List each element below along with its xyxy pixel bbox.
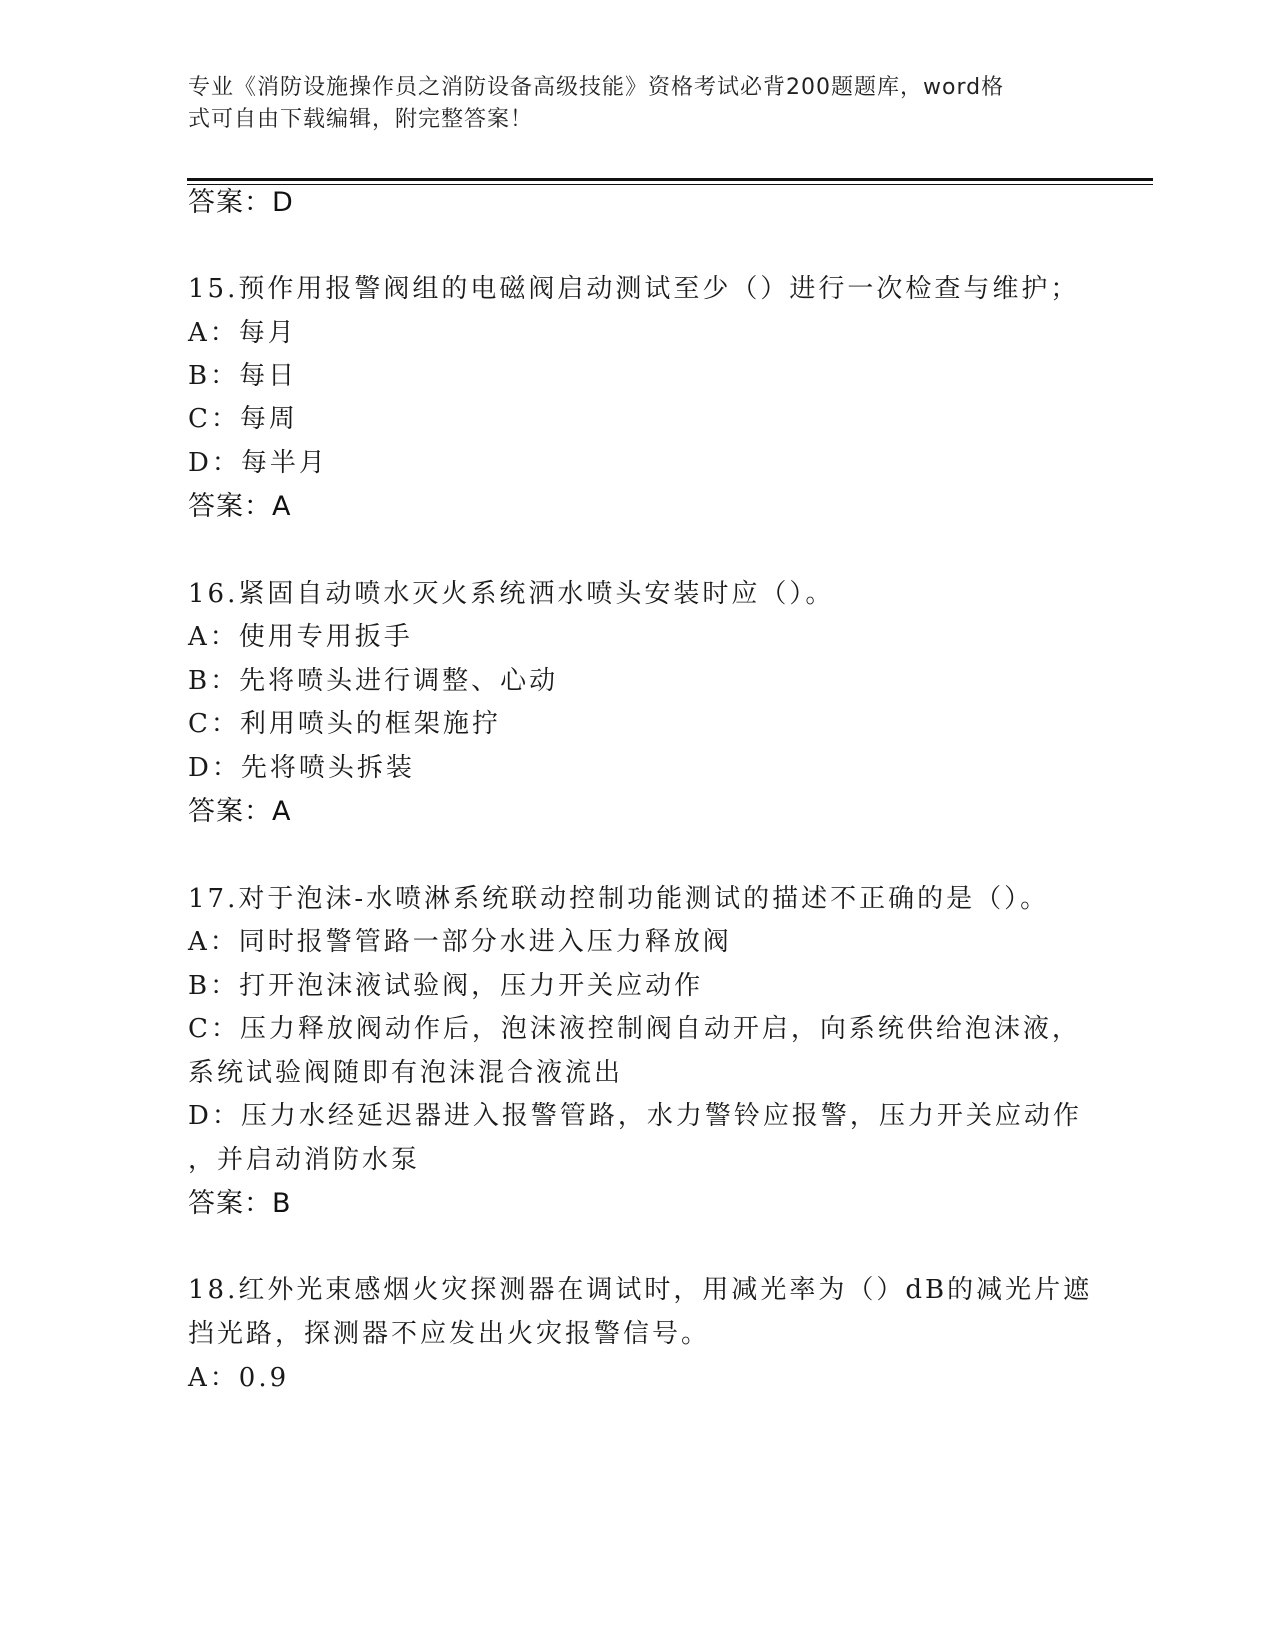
question-17-option-d: D：压力水经延迟器进入报警管路，水力警铃应报警，压力开关应动作 <box>188 1101 1082 1131</box>
question-17-text: 17.对于泡沫-水喷淋系统联动控制功能测试的描述不正确的是（）。 <box>188 884 1050 914</box>
question-15-answer: 答案：A <box>188 491 292 522</box>
header-line-1: 专业《消防设施操作员之消防设备高级技能》资格考试必背200题题库，word格 <box>188 75 1005 100</box>
question-15-option-a: A：每月 <box>188 318 297 348</box>
question-18-option-a: A：0.9 <box>188 1363 290 1393</box>
question-15-option-c: C：每周 <box>188 404 298 434</box>
question-16-answer: 答案：A <box>188 796 292 827</box>
question-16-option-c: C：利用喷头的框架施拧 <box>188 709 501 739</box>
question-16-option-b: B：先将喷头进行调整、心动 <box>188 666 559 696</box>
question-16-option-a: A：使用专用扳手 <box>188 622 413 652</box>
document-header <box>188 72 1068 136</box>
question-18-text: 18.红外光束感烟火灾探测器在调试时，用减光率为（）dB的减光片遮 <box>188 1275 1093 1305</box>
question-15-option-d: D：每半月 <box>188 448 328 478</box>
question-16-option-d: D：先将喷头拆装 <box>188 753 415 783</box>
question-17-option-a: A：同时报警管路一部分水进入压力释放阀 <box>188 927 732 957</box>
question-18-text-continued: 挡光路，探测器不应发出火灾报警信号。 <box>188 1319 711 1349</box>
question-15-option-b: B：每日 <box>188 361 298 391</box>
header-divider-thick <box>187 178 1153 181</box>
question-16-text: 16.紧固自动喷水灭火系统洒水喷头安装时应（）。 <box>188 579 835 609</box>
question-17-option-b: B：打开泡沫液试验阀，压力开关应动作 <box>188 971 704 1001</box>
question-17-option-d-continued: ，并启动消防水泵 <box>188 1145 421 1175</box>
question-17-answer: 答案：B <box>188 1188 292 1219</box>
question-17-option-c-continued: 系统试验阀随即有泡沫混合液流出 <box>188 1058 624 1088</box>
header-line-2: 式可自由下载编辑，附完整答案！ <box>188 107 534 132</box>
header-divider-thin <box>187 184 1153 185</box>
question-15-text: 15.预作用报警阀组的电磁阀启动测试至少（）进行一次检查与维护； <box>188 274 1080 304</box>
answer-previous: 答案：D <box>188 187 294 218</box>
question-17-option-c: C：压力释放阀动作后，泡沫液控制阀自动开启，向系统供给泡沫液， <box>188 1014 1081 1044</box>
